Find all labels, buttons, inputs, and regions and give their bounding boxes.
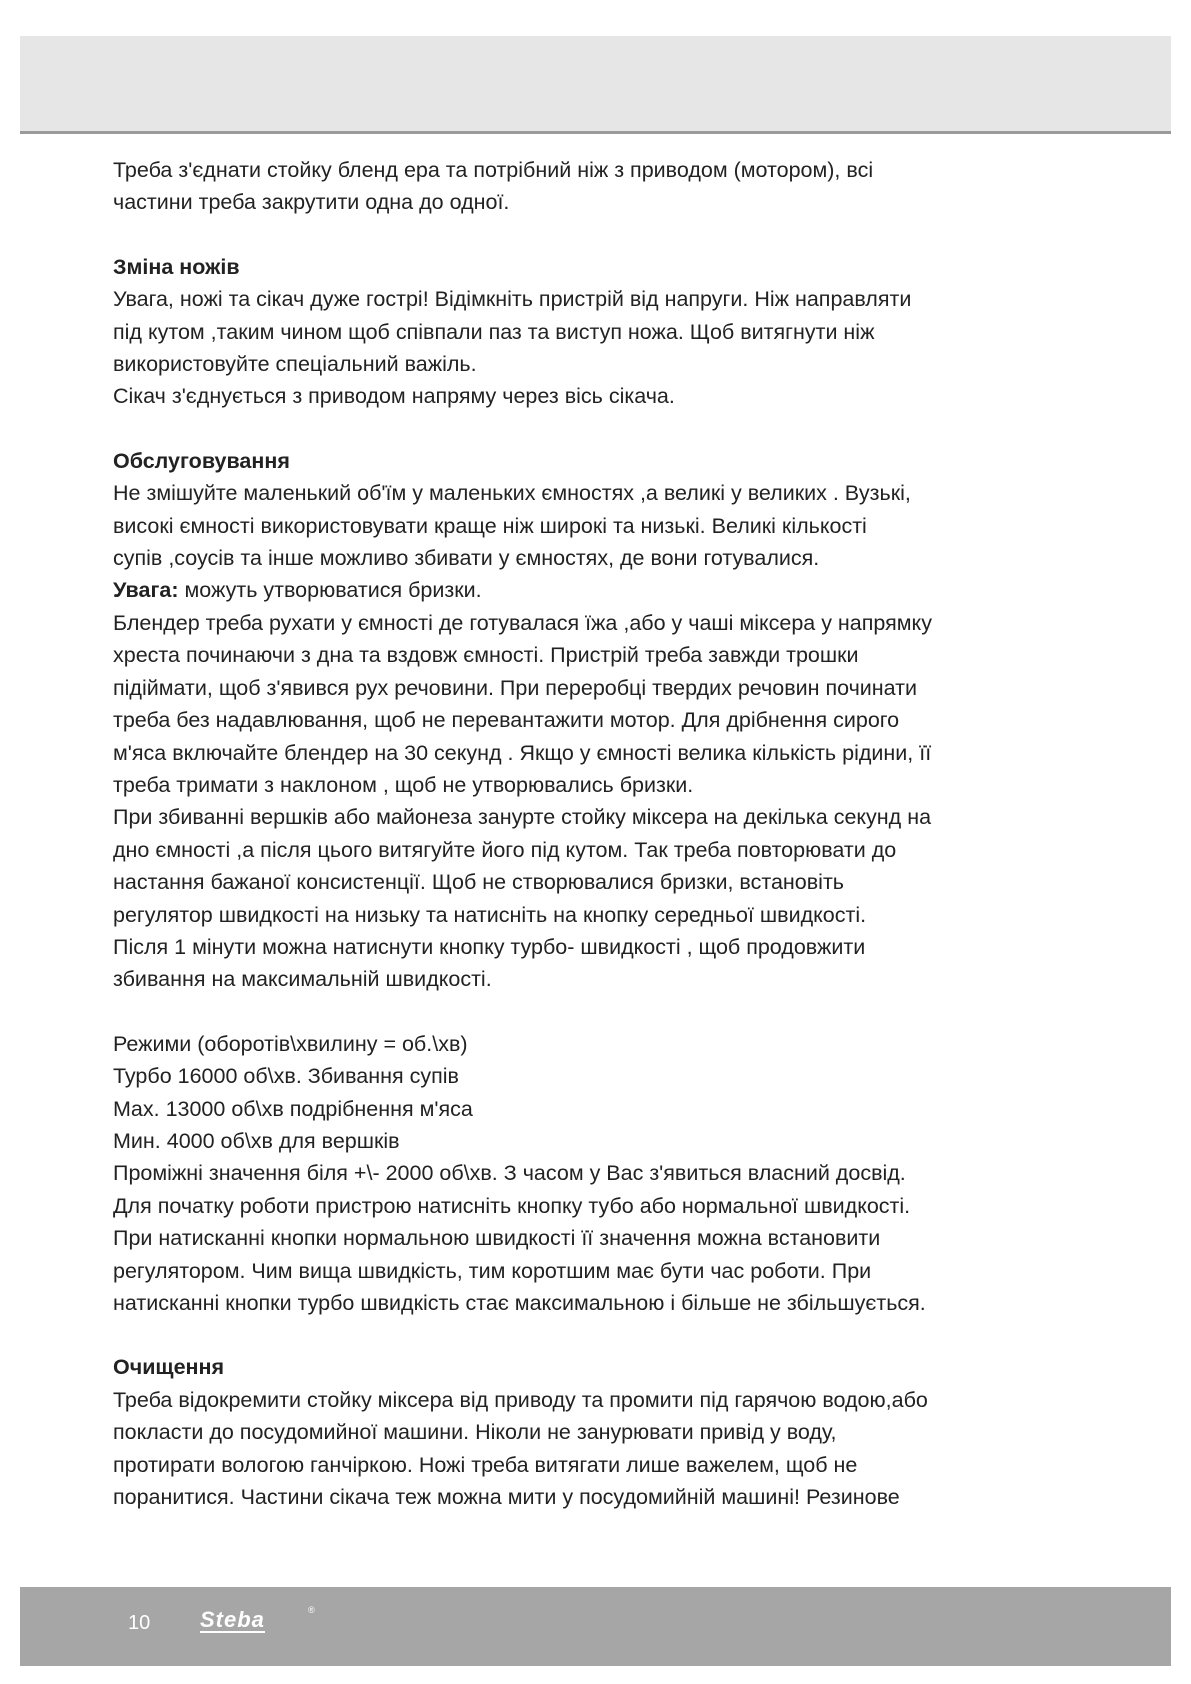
service-line-7: треба без надавлювання, щоб не перевантажити мотор. Для дрібнення сирого — [113, 708, 900, 733]
service-line-15: збивання на максимальній швидкості. — [113, 967, 492, 992]
modes-line-8: регулятором. Чим вища швидкість, тим коротшим має бути час роботи. При — [113, 1258, 872, 1283]
footer-band — [20, 1587, 1171, 1666]
service-line-9: треба тримати з наклоном , щоб не утворювались бризки. — [113, 772, 694, 797]
cleaning-line-3: протирати вологою ганчіркою. Ножі треба витягати лише важелем, щоб не — [113, 1452, 858, 1477]
brand-logo: Steba — [200, 1607, 265, 1632]
knives-line-2: під кутом ,таким чином щоб співпали паз та виступ ножа. Щоб витягнути ніж — [113, 319, 875, 344]
header-band — [20, 36, 1171, 134]
heading-cleaning: Очищення — [113, 1355, 225, 1380]
cleaning-line-2: покласти до посудомийної машини. Ніколи не занурювати привід у воду, — [113, 1420, 837, 1445]
heading-service: Обслуговування — [113, 448, 290, 473]
service-line-5: хреста починаючи з дна та вздовж ємності. Пристрій треба завжди трошки — [113, 643, 859, 668]
registered-mark: ® — [308, 1605, 315, 1615]
service-line-1: Не змішуйте маленький об'їм у маленьких ємностях ,а великі у великих . Вузькі, — [113, 481, 911, 506]
modes-line-4: Мин. 4000 об\хв для вершків — [113, 1128, 400, 1153]
service-line-14: Після 1 мінути можна натиснути кнопку турбо- швидкості , щоб продовжити — [113, 934, 866, 959]
warning-text: можуть утворюватися бризки. — [178, 578, 482, 603]
service-line-4: Блендер треба рухати у ємності де готувалася їжа ,або у чаші міксера у напрямку — [113, 610, 932, 635]
knives-line-1: Увага, ножі та сікач дуже гострі! Відімкніть пристрій від напруги. Ніж направляти — [113, 287, 912, 312]
modes-line-2: Турбо 16000 об\хв. Збивання супів — [113, 1064, 459, 1089]
service-line-2: високі ємності використовувати краще ніж широкі та низькі. Великі кількості — [113, 513, 867, 538]
modes-line-6: Для початку роботи пристрою натисніть кнопку тубо або нормальної швидкості. — [113, 1193, 911, 1218]
page-content — [113, 154, 1073, 1513]
service-line-12: настання бажаної консистенції. Щоб не створювалися бризки, встановіть — [113, 870, 844, 895]
modes-line-9: натисканні кнопки турбо швидкість стає максимальною і більше не збільшується. — [113, 1291, 926, 1315]
service-line-8: м'яса включайте блендер на 30 секунд . Якщо у ємності велика кількість рідини, її — [113, 740, 932, 765]
service-line-6: підіймати, щоб з'явився рух речовини. При переробці твердих речовин починати — [113, 675, 918, 700]
cleaning-line-4: поранитися. Частини сікача теж можна мити у посудомийній машині! Резинове — [113, 1485, 900, 1510]
modes-line-5: Проміжні значення біля +\- 2000 об\хв. З часом у Вас з'явиться власний досвід. — [113, 1161, 906, 1186]
knives-line-4: Сікач з'єднується з приводом напряму через вісь сікача. — [113, 384, 675, 409]
page-number: 10 — [128, 1612, 151, 1634]
service-warning — [113, 574, 1073, 606]
service-line-3: супів ,соусів та інше можливо збивати у ємностях, де вони готувалися. — [113, 546, 820, 571]
service-line-10: При збиванні вершків або майонеза занурте стойку міксера на декілька секунд на — [113, 805, 932, 830]
heading-knives: Зміна ножів — [113, 254, 240, 279]
intro-line-1: Треба з'єднати стойку бленд ера та потрібний ніж з приводом (мотором), всі — [113, 158, 874, 182]
modes-line-1: Режими (оборотів\хвилину = об.\хв) — [113, 1031, 468, 1056]
warning-label: Увага: — [113, 578, 179, 603]
modes-line-7: При натисканні кнопки нормальною швидкості її значення можна встановити — [113, 1226, 881, 1251]
service-line-11: дно ємності ,а після цього витягуйте його під кутом. Так треба повторювати до — [113, 837, 897, 862]
service-line-13: регулятор швидкості на низьку та натисніть на кнопку середньої швидкості. — [113, 902, 867, 927]
intro-line-2: частини треба закрутити одна до одної. — [113, 190, 510, 215]
knives-line-3: використовуйте спеціальний важіль. — [113, 352, 477, 377]
modes-line-3: Max. 13000 об\хв подрібнення м'яса — [113, 1096, 473, 1121]
cleaning-line-1: Треба відокремити стойку міксера від приводу та промити під гарячою водою,або — [113, 1387, 928, 1412]
